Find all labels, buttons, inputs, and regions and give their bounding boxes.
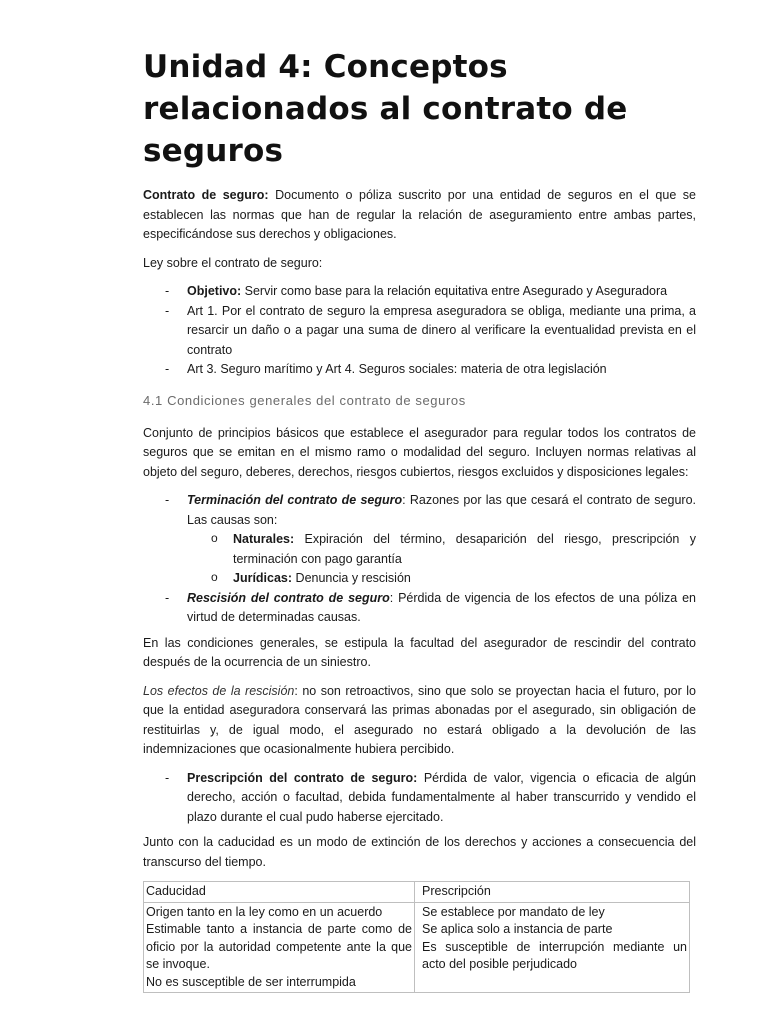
rescision-term: Rescisión del contrato de seguro (187, 590, 390, 605)
efectos-term: Los efectos de la rescisión (143, 683, 295, 698)
list-item (187, 569, 696, 589)
cell-line: No es susceptible de ser interrumpida (146, 974, 356, 989)
table-header-caducidad: Caducidad (144, 882, 415, 903)
efectos-paragraph (143, 682, 696, 760)
terminacion-text: : Razones por las que cesará el contrato de seguro. Las causas son: (187, 493, 696, 527)
ley-heading: Ley sobre el contrato de seguro: (143, 255, 323, 270)
causas-list (187, 530, 696, 589)
list-item (143, 491, 696, 589)
table-cell-caducidad (144, 902, 415, 993)
rescindir-paragraph: En las condiciones generales, se estipula la facultad del asegurador de rescindir del contrato después de la ocurrencia de un siniestro. (143, 635, 696, 669)
condiciones-paragraph: Conjunto de principios básicos que establece el asegurador para regular todos los contratos de seguros que se emitan en el mismo ramo o modalidad del seguro. Incluyen normas relativas al objeto del seguro, deberes, derechos, riesgos cubiertos, riesgos excluidos y disposiciones legales: (143, 425, 696, 479)
ley-item-text: Art 1. Por el contrato de seguro la empresa aseguradora se obliga, mediante una prima, a resarcir un daño o a pagar una suma de dinero al verificare la eventualidad prevista en el contrato (187, 303, 696, 357)
rescision-text: : Pérdida de vigencia de los efectos de una póliza en virtud de determinadas causas. (187, 590, 697, 624)
cell-line: Origen tanto en la ley como en un acuerdo (146, 904, 383, 919)
ley-list (143, 282, 696, 380)
list-item (143, 769, 696, 828)
cell-line: Se aplica solo a instancia de parte (422, 922, 613, 936)
ley-item-text: Servir como base para la relación equitativa entre Asegurado y Aseguradora (241, 284, 668, 298)
cell-line: Se establece por mandato de ley (422, 904, 605, 919)
list-item (143, 302, 696, 361)
ley-item-bold: Objetivo: (187, 284, 242, 298)
list-item (143, 282, 696, 302)
causa-bold: Naturales: (233, 532, 295, 546)
ley-item-text: Art 3. Seguro marítimo y Art 4. Seguros sociales: materia de otra legislación (187, 362, 607, 376)
prescripcion-list (143, 769, 696, 828)
section-heading: 4.1 Condiciones generales del contrato de seguros (143, 392, 466, 408)
contrato-text: Documento o póliza suscrito por una entidad de seguros en el que se establecen las normas que han de regular la relación de aseguramiento entre ambas partes, especificándose sus derechos y obligaciones. (143, 188, 696, 241)
list-item (187, 530, 696, 569)
cell-line: Estimable tanto a instancia de parte como de oficio por la autoridad competente ante la que se invoque. (146, 922, 412, 971)
table-header-prescripcion: Prescripción (415, 882, 690, 903)
prescripcion-text: Pérdida de valor, vigencia o eficacia de algún derecho, acción o facultad, debida fundamentalmente al haber transcurrido y vendido el plazo durante el cual pudo haberse ejercitado. (187, 770, 696, 824)
contrato-term: Contrato de seguro: (143, 188, 269, 202)
terminacion-term: Terminación del contrato de seguro (187, 493, 403, 507)
table-cell-prescripcion (415, 902, 690, 993)
efectos-text: : no son retroactivos, sino que solo se proyectan hacia el futuro, por lo que la entidad aseguradora conservará las primas abonadas por el asegurado, sin obligación de restituirlas y, de igual modo, el asegurado no estará obligado a la devolución de las indemnizaciones que ocasionalmente hubiera percibido. (143, 683, 696, 756)
prescripcion-term: Prescripción del contrato de seguro: (187, 770, 418, 785)
causa-bold: Jurídicas: (233, 571, 293, 585)
causa-text: Denuncia y rescisión (292, 571, 411, 585)
condiciones-list (143, 491, 696, 628)
page-title: Unidad 4: Conceptos relacionados al contrato de seguros (143, 49, 628, 169)
list-item (143, 360, 696, 380)
table-row (144, 902, 690, 993)
comparison-table (143, 881, 690, 993)
causa-text: Expiración del término, desaparición del riesgo, prescripción y terminación con pago garantía (233, 532, 696, 566)
contrato-definition (143, 186, 696, 245)
table-header-row (144, 882, 690, 903)
cell-line: Es susceptible de interrupción mediante un acto del posible perjudicado (422, 939, 687, 971)
list-item (143, 589, 696, 628)
caducidad-paragraph: Junto con la caducidad es un modo de extinción de los derechos y acciones a consecuencia del transcurso del tiempo. (143, 835, 696, 869)
